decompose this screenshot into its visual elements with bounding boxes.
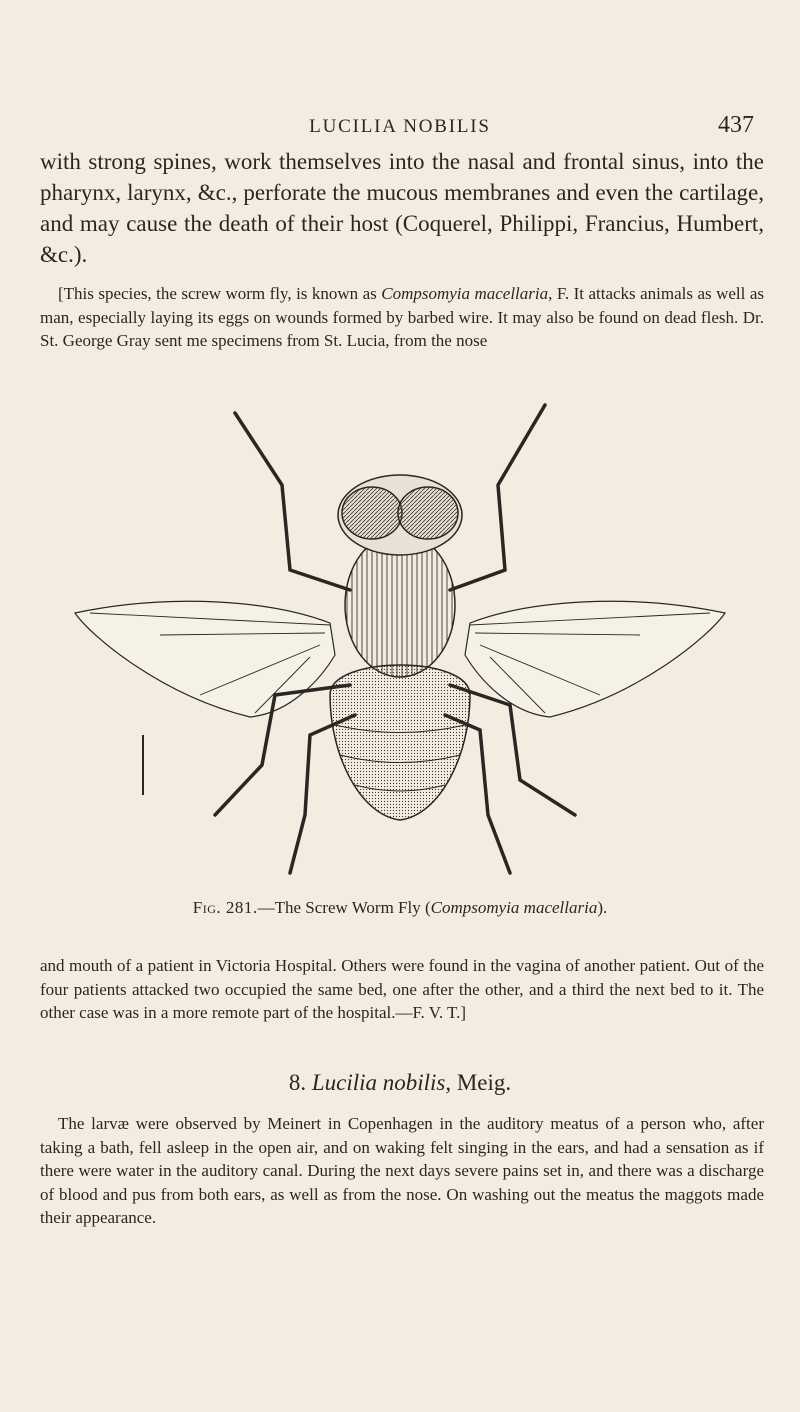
section-heading <box>0 1070 800 1096</box>
section-author: , Meig. <box>445 1070 512 1095</box>
running-title: LUCILIA NOBILIS <box>309 116 491 137</box>
left-wing <box>75 601 335 717</box>
caption-end: ). <box>597 898 608 917</box>
paragraph-meinert-case <box>40 1112 764 1230</box>
species-name: Compsomyia macellaria <box>381 284 549 303</box>
paragraph-screw-worm-note <box>40 282 764 353</box>
left-eye <box>342 487 402 539</box>
section-title: Lucilia nobilis <box>311 1070 446 1095</box>
right-wing <box>465 601 725 717</box>
para4-text: The larvæ were observed by Meinert in Copenhagen in the auditory meatus of a person who, after taking a bath, fell asleep in the open air, and on waking felt singing in the ears, and had a sensation as if there were water in the auditory canal. During the next days severe pains set in, and there was a discharge of blood and pus from both ears, as well as from the nose. On washing out the meatus the maggots made their appearance. <box>40 1114 764 1227</box>
paragraph-hospital-cases: and mouth of a patient in Victoria Hospital. Others were found in the vagina of another patient. Out of the four patients attacked two occupied the same bed, one after the other, and a third the next bed to it. The other case was in a more remote part of the hospital.—F. V. T.] <box>40 956 764 1022</box>
para2-rest: , F. It attacks animals as well as man, especially laying its eggs on wounds formed by barbed wire. It may also be found on dead flesh. Dr. St. George Gray sent me specimens from St. Lucia, from the nose <box>40 284 764 350</box>
caption-species: Compsomyia macellaria <box>430 898 598 917</box>
abdomen <box>330 665 470 820</box>
paragraph-continuation: with strong spines, work themselves into the nasal and frontal sinus, into the pharynx, larynx, &c., perforate the mucous membranes and even the cartilage, and may cause the death of their host (Coquerel, Philippi, Francius, Humbert, &c.). <box>40 149 764 267</box>
page-number: 437 <box>718 112 754 138</box>
running-head <box>0 112 800 142</box>
fly-illustration <box>50 395 750 895</box>
section-number: 8. <box>288 1070 312 1095</box>
para2-start: [This species, the screw worm fly, is known as <box>58 284 382 303</box>
figure-caption <box>0 898 800 918</box>
figure-label: Fig. 281. <box>192 898 258 917</box>
right-eye <box>398 487 458 539</box>
caption-text: —The Screw Worm Fly ( <box>257 898 431 917</box>
